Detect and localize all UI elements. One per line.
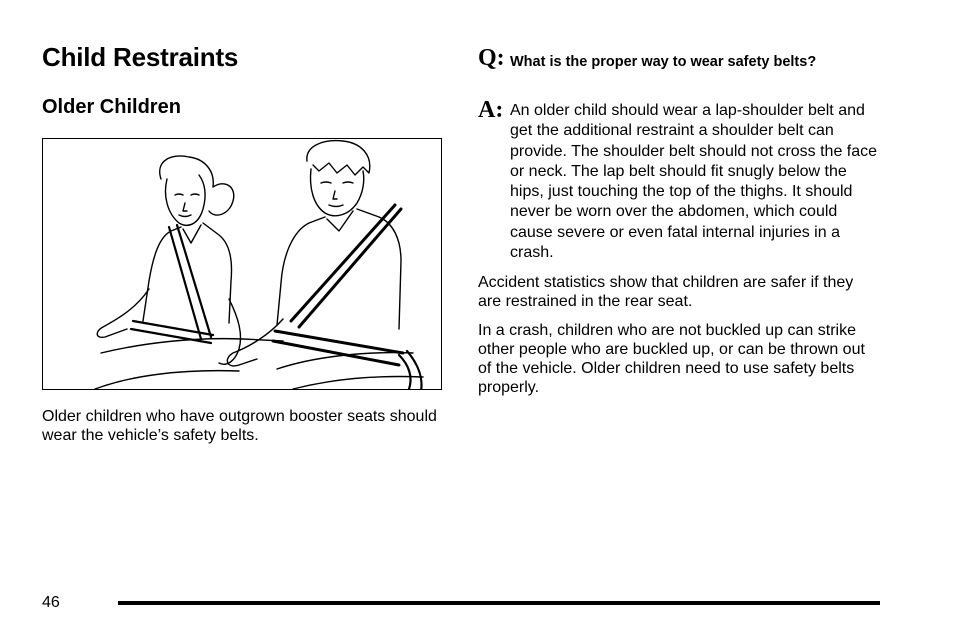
illustration-children-wearing-safety-belts: [42, 138, 442, 390]
girl-hair: [160, 156, 234, 215]
paragraph-accident-statistics: Accident statistics show that children are safer if they are restrained in the rear seat.: [478, 274, 854, 310]
children-seatbelt-drawing: [43, 139, 442, 390]
a-marker: A:: [478, 97, 504, 123]
q-marker: Q:: [478, 45, 505, 71]
figure-caption: Older children who have outgrown booster seats should wear the vehicle’s safety belts.: [42, 408, 437, 444]
boy-face: [311, 169, 364, 216]
section-heading: Older Children: [42, 96, 181, 118]
page-number: 46: [42, 594, 60, 611]
boy-lap-belt: [273, 331, 403, 365]
question-text: What is the proper way to wear safety belts?: [510, 54, 817, 70]
girl-legs: [95, 339, 283, 389]
boy-hair: [307, 141, 370, 175]
girl-face: [166, 175, 206, 225]
answer-text: An older child should wear a lap-shoulder belt and get the additional restraint a shoulder belt can provide. The shoulder belt should not cross the face or neck. The lap belt should fit snugly below the hips, just touching the top of the thighs. It should never be worn over the abdomen, which could cause severe or even fatal internal injuries in a crash.: [510, 102, 878, 262]
girl-torso: [143, 223, 232, 323]
page-title: Child Restraints: [42, 42, 239, 72]
footer-rule: [118, 601, 880, 605]
paragraph-crash: In a crash, children who are not buckled up can strike other people who are buckled up, or can be thrown out of the vehicle. Older children need to use safety belts properly.: [478, 322, 865, 396]
